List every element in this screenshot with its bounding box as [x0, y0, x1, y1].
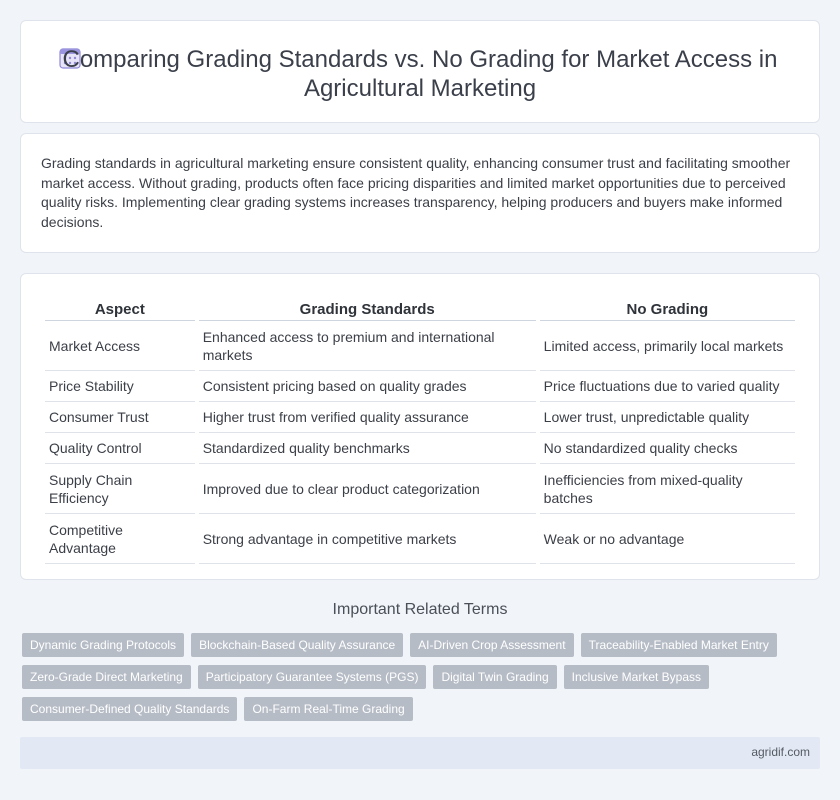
related-term-tag[interactable]: Traceability-Enabled Market Entry: [581, 633, 777, 657]
header-grading-standards: Grading Standards: [199, 296, 536, 321]
related-term-tag[interactable]: Participatory Guarantee Systems (PGS): [198, 665, 427, 689]
cell-grading: Enhanced access to premium and international markets: [199, 321, 536, 371]
related-term-tag[interactable]: On-Farm Real-Time Grading: [244, 697, 412, 721]
cell-no-grading: Price fluctuations due to varied quality: [540, 371, 795, 402]
related-term-tag[interactable]: Inclusive Market Bypass: [564, 665, 709, 689]
table-row: [45, 321, 795, 371]
cell-no-grading: Inefficiencies from mixed-quality batches: [540, 464, 795, 514]
table-row: [45, 371, 795, 402]
table-row: [45, 433, 795, 464]
related-term-tag[interactable]: Zero-Grade Direct Marketing: [22, 665, 191, 689]
cell-grading: Consistent pricing based on quality grades: [199, 371, 536, 402]
header-no-grading: No Grading: [540, 296, 795, 321]
footer-site-link[interactable]: agridif.com: [751, 745, 810, 759]
cell-no-grading: No standardized quality checks: [540, 433, 795, 464]
header-aspect: Aspect: [45, 296, 195, 321]
related-term-tag[interactable]: AI-Driven Crop Assessment: [410, 633, 573, 657]
cell-no-grading: Lower trust, unpredictable quality: [540, 402, 795, 433]
cell-grading: Higher trust from verified quality assurance: [199, 402, 536, 433]
intro-card: [20, 133, 820, 253]
related-terms-title: Important Related Terms: [332, 601, 508, 618]
cell-aspect: Supply Chain Efficiency: [45, 464, 195, 514]
intro-paragraph: Grading standards in agricultural marketing ensure consistent quality, enhancing consumer trust and facilitating smoother market access. Without grading, products often face pricing disparities and limited market opportunities due to perceived quality risks. Implementing clear grading systems increases transparency, helping producers and buyers make informed decisions.: [41, 155, 791, 230]
cell-no-grading: Weak or no advantage: [540, 514, 795, 564]
cell-aspect: Competitive Advantage: [45, 514, 195, 564]
cell-aspect: Consumer Trust: [45, 402, 195, 433]
comparison-table: [41, 296, 799, 564]
cell-grading: Improved due to clear product categorization: [199, 464, 536, 514]
cell-aspect: Market Access: [45, 321, 195, 371]
related-term-tag[interactable]: Consumer-Defined Quality Standards: [22, 697, 237, 721]
related-term-tag[interactable]: Dynamic Grading Protocols: [22, 633, 184, 657]
related-term-tag[interactable]: Digital Twin Grading: [433, 665, 556, 689]
page-title: Comparing Grading Standards vs. No Grading for Market Access in Agricultural Marketing: [62, 46, 778, 102]
cell-aspect: Price Stability: [45, 371, 195, 402]
table-header-row: [45, 296, 795, 321]
cell-grading: Strong advantage in competitive markets: [199, 514, 536, 564]
related-terms-list: [22, 633, 812, 721]
header-card: [20, 20, 820, 123]
comparison-card: [20, 273, 820, 580]
footer: [20, 737, 820, 769]
table-row: [45, 514, 795, 564]
table-row: [45, 402, 795, 433]
cell-aspect: Quality Control: [45, 433, 195, 464]
table-row: [45, 464, 795, 514]
related-term-tag[interactable]: Blockchain-Based Quality Assurance: [191, 633, 403, 657]
cell-no-grading: Limited access, primarily local markets: [540, 321, 795, 371]
cell-grading: Standardized quality benchmarks: [199, 433, 536, 464]
